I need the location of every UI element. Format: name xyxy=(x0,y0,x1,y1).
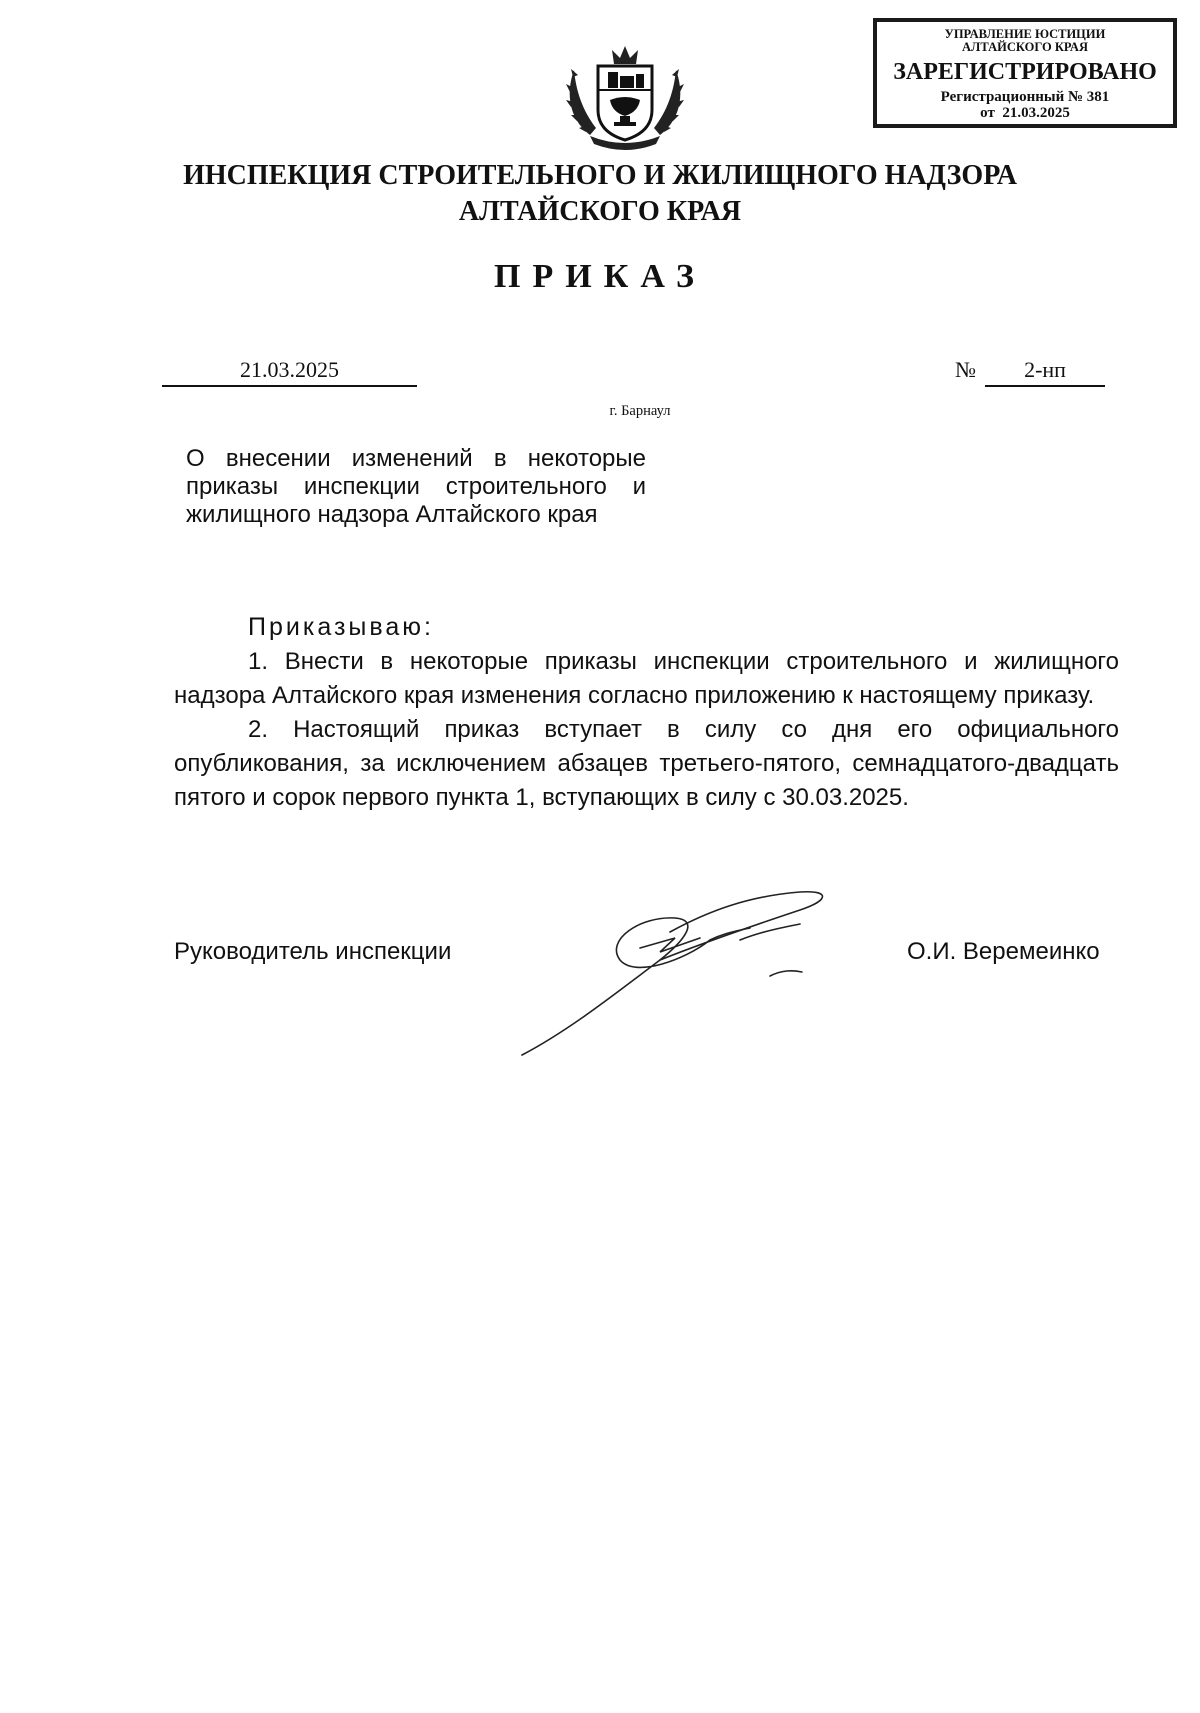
order-body xyxy=(174,645,1119,815)
agency-name xyxy=(100,158,1100,230)
signatory-name: О.И. Веремеинко xyxy=(907,938,1100,965)
stamp-org xyxy=(877,28,1173,54)
agency-name-line2: АЛТАЙСКОГО КРАЯ xyxy=(458,196,742,227)
signatory-position: Руководитель инспекции xyxy=(174,938,452,965)
order-item-1: 1. Внести в некоторые приказы инспекции строительного и жилищного надзора Алтайского края изменения согласно приложению к настоящему приказу. xyxy=(174,648,1119,709)
order-word: Приказываю: xyxy=(248,613,434,641)
agency-name-line1: ИНСПЕКЦИЯ СТРОИТЕЛЬНОГО И ЖИЛИЩНОГО НАДЗОРА xyxy=(183,160,1017,191)
stamp-status: ЗАРЕГИСТРИРОВАНО xyxy=(893,59,1157,85)
handwritten-signature xyxy=(510,880,910,1080)
document-type: ПРИКАЗ xyxy=(494,258,706,295)
stamp-org-line1: УПРАВЛЕНИЕ ЮСТИЦИИ xyxy=(944,27,1106,41)
city: г. Барнаул xyxy=(609,403,671,419)
order-item-2: 2. Настоящий приказ вступает в силу со дня его официального опубликования, за исключением абзацев третьего-пятого, семнадцатого-двадцать пятого и сорок первого пункта 1, вступающих в силу с 30.03.2025. xyxy=(174,716,1119,811)
stamp-reg-date: от 21.03.2025 xyxy=(980,105,1070,121)
order-number: 2-нп xyxy=(985,357,1105,387)
coat-of-arms-icon xyxy=(560,40,690,155)
order-subject: О внесении изменений в некоторые приказы инспекции строительного и жилищного надзора Алтайского края xyxy=(186,445,646,528)
stamp-org-line2: АЛТАЙСКОГО КРАЯ xyxy=(962,40,1088,54)
registration-stamp xyxy=(873,18,1177,128)
number-sign: № xyxy=(955,357,976,382)
stamp-reg-number: Регистрационный № 381 xyxy=(940,89,1110,105)
order-date: 21.03.2025 xyxy=(162,357,417,387)
